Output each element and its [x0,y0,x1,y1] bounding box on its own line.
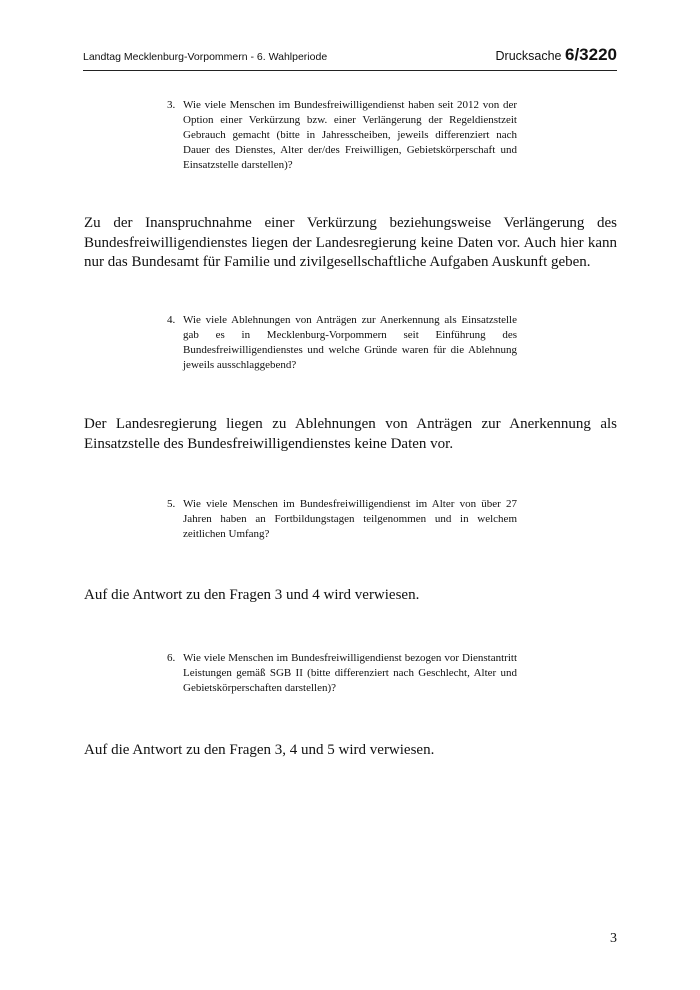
question-number: 5. [167,498,176,510]
question-number: 4. [167,314,176,326]
question-text: Wie viele Menschen im Bundesfreiwilligendienst im Alter von über 27 Jahren haben an Fortbildungstagen teilgenommen und in welchem zeitlichen Umfang? [183,498,517,540]
question-number: 3. [167,99,176,111]
question-number: 6. [167,652,176,664]
document-reference [496,45,617,65]
question-text: Wie viele Menschen im Bundesfreiwilligendienst bezogen vor Dienstantritt Leistungen gemäß SGB II (bitte differenziert nach Geschlecht, Alter und Gebietskörperschaften darstellen)? [183,652,517,694]
question-4 [167,313,517,373]
answer-3: Zu der Inanspruchnahme einer Verkürzung beziehungsweise Verlängerung des Bundesfreiwilligendienstes liegen der Landesregierung keine Daten vor. Auch hier kann nur das Bundesamt für Familie und zivilgesellschaftliche Aufgaben Auskunft geben. [84,215,617,270]
answer-6: Auf die Antwort zu den Fragen 3, 4 und 5 wird verwiesen. [84,742,435,758]
question-5 [167,497,517,542]
parliament-label: Landtag Mecklenburg-Vorpommern - 6. Wahlperiode [83,51,328,63]
answer-5: Auf die Antwort zu den Fragen 3 und 4 wird verwiesen. [84,587,420,603]
page-header [83,40,617,71]
document-number: 6/3220 [565,45,617,64]
question-6 [167,651,517,696]
question-text: Wie viele Ablehnungen von Anträgen zur Anerkennung als Einsatzstelle gab es in Mecklenburg-Vorpommern seit Einführung des Bundesfreiwilligendienstes und welche Gründe waren für die Ablehnung jeweils ausschlaggebend? [183,314,517,371]
question-text: Wie viele Menschen im Bundesfreiwilligendienst haben seit 2012 von der Option einer Verkürzung bzw. einer Verlängerung der Regeldienstzeit Gebrauch gemacht (bitte in Jahresscheiben, jeweils differenziert nach Dauer des Dienstes, Alter der/des Freiwilligen, Gebietskörperschaft und Einsatzstelle darstellen)? [183,99,517,171]
question-3 [167,98,517,173]
answer-4: Der Landesregierung liegen zu Ablehnungen von Anträgen zur Anerkennung als Einsatzstelle des Bundesfreiwilligendienstes keine Daten vor. [84,416,617,452]
page-number: 3 [610,931,617,946]
document-label: Drucksache [495,49,562,63]
